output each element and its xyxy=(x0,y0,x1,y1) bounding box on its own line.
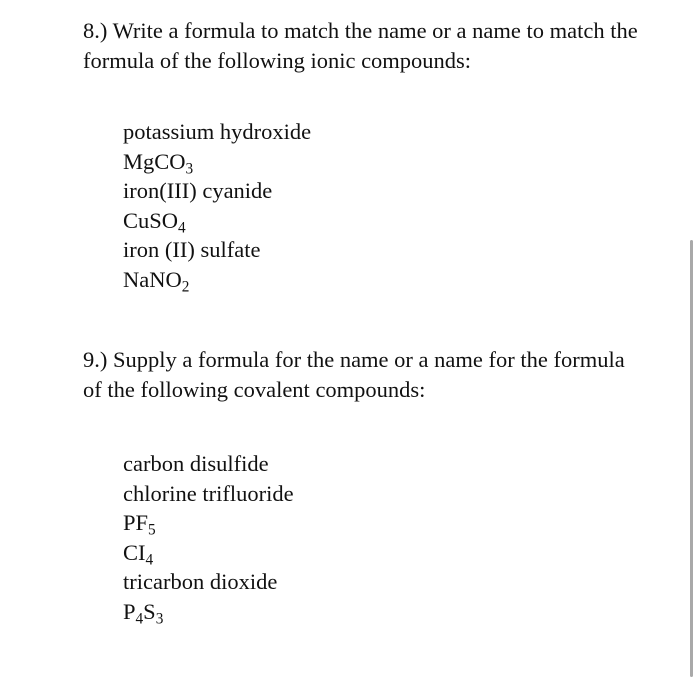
formula-subscript: 5 xyxy=(148,521,156,539)
ionic-compounds-list xyxy=(123,117,311,295)
question-9-prompt: 9.) Supply a formula for the name or a name for the formula of the following covalent compounds: xyxy=(83,347,625,402)
compound-text: tricarbon dioxide xyxy=(123,569,278,595)
scrollbar-thumb[interactable] xyxy=(690,240,693,677)
compound-text: iron(III) cyanide xyxy=(123,178,273,204)
covalent-compounds-list xyxy=(123,449,294,627)
compound-item xyxy=(123,567,294,597)
compound-text: carbon disulfide xyxy=(123,451,269,476)
compound-text: S xyxy=(143,598,156,624)
compound-item xyxy=(123,265,311,295)
compound-item xyxy=(123,176,311,206)
formula-subscript: 2 xyxy=(181,278,190,296)
compound-item xyxy=(123,206,311,236)
compound-item xyxy=(123,479,294,509)
formula-subscript: 4 xyxy=(178,219,186,237)
compound-text: iron (II) sulfate xyxy=(123,237,261,263)
compound-text: PF xyxy=(123,510,149,536)
compound-text: potassium hydroxide xyxy=(123,119,312,144)
compound-item xyxy=(123,597,294,627)
compound-item xyxy=(123,508,294,538)
question-8-prompt: 8.) Write a formula to match the name or a name to match the formula of the following ionic compounds: xyxy=(83,18,638,73)
compound-text: CuSO xyxy=(123,207,179,233)
compound-text: CI xyxy=(123,539,146,565)
compound-item xyxy=(123,117,311,147)
formula-subscript: 3 xyxy=(185,159,194,177)
compound-text: P xyxy=(123,598,136,624)
compound-item xyxy=(123,235,311,265)
compound-text: MgCO xyxy=(123,148,186,174)
compound-item xyxy=(123,449,294,479)
compound-item xyxy=(123,147,311,177)
formula-subscript: 3 xyxy=(155,610,164,628)
formula-subscript: 4 xyxy=(135,610,144,628)
compound-item xyxy=(123,538,294,568)
compound-text: NaNO xyxy=(123,266,182,292)
formula-subscript: 4 xyxy=(145,551,154,569)
compound-text: chlorine trifluoride xyxy=(123,480,294,506)
